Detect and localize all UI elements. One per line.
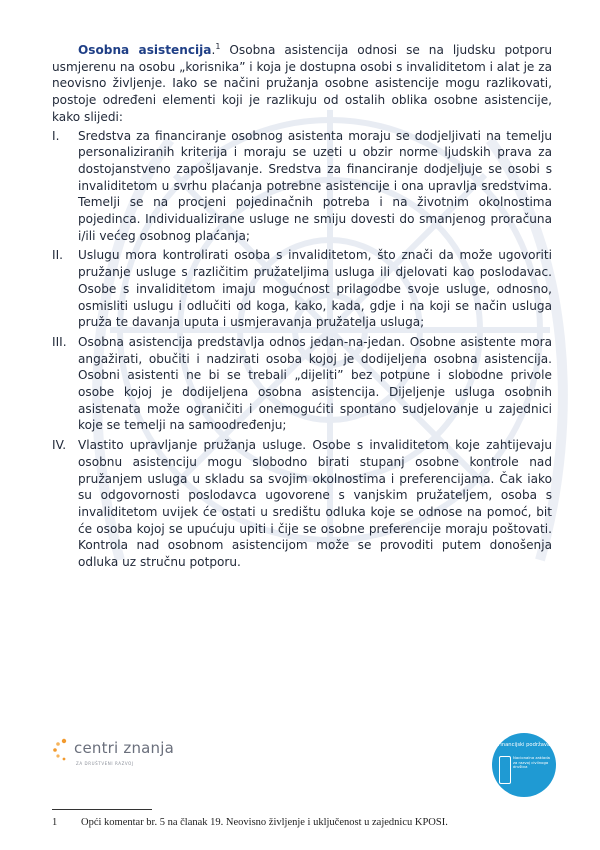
logo-name: centri znanja xyxy=(74,739,175,757)
logo-subtitle: ZA DRUŠTVENI RAZVOJ xyxy=(76,761,134,766)
item-text: Vlastito upravljanje pružanja usluge. Osobe s invaliditetom koje zahtijevaju osobnu asistenciju mogu slobodno birati stupanj osobne kontrole nad pružanjem usluga u skladu sa svojim okolnostima i preferencijama. Čak iako su odgovornosti poslodavca ugovorene s vanjskim pružateljem, osoba s invaliditetom uvijek će ostati u središtu odluka koje se odnose na pomoć, bit će osoba kojoj se upućuju upiti i čije se osobne preferencije moraju poštovati. Kontrola nad osobnom asistencijom može se provoditi putem donošenja odluka uz stručnu potporu. xyxy=(78,438,552,570)
page-content xyxy=(52,42,552,574)
list-item xyxy=(52,247,552,331)
item-text: Uslugu mora kontrolirati osoba s invaliditetom, što znači da može ugovoriti pružanje usluge s različitim pružateljima usluga ili djelovati kao poslodavac. Osobe s invaliditetom imaju mogućnost prilagodbe svoje usluge, odnosno, osmisliti uslugu i odlučiti od koga, kako, kada, gdje i na koji se način usluga pruža te davanja uputa i usmjeravanja pružatelja usluga; xyxy=(78,248,552,330)
footnote-ref[interactable]: 1 xyxy=(215,41,221,51)
funding-badge xyxy=(492,733,556,797)
footnote-number: 1 xyxy=(52,817,58,828)
term-punctuation: . xyxy=(211,43,216,57)
item-text: Osobna asistencija predstavlja odnos jedan-na-jedan. Osobne asistente mora angažirati, obučiti i nadzirati osoba kojoj je dodijeljena osobna asistencija. Osobni asistenti ne bi se trebali „dijeliti” bez potpune i slobodne privole osobe kojoj je dodijeljena osobna asistencija. Dijeljenje usluga osobnih asistenata može ograničiti i onemogućiti spontano sudjelovanje u zajednici koje se temelji na samoodređenju; xyxy=(78,334,552,433)
item-text: Sredstva za financiranje osobnog asistenta moraju se dodjeljivati na temelju personaliziranih kriterija i moraju se uzeti u obzir norme ljudskih prava za dostojanstveno zapošljavanje. Sredstva za financiranje dodjeljuje se osobi s invaliditetom u svrhu plaćanja potrebne asistencije i ona upravlja sredstvima. Temelji se na procjeni pojedinačnih potreba i na životnim okolnostima pojedinca. Individualizirane usluge ne smiju dovesti do smanjenog proračuna i/ili većeg osobnog plaćanja; xyxy=(78,128,552,243)
centri-znanja-logo xyxy=(52,737,192,775)
elements-list xyxy=(52,128,552,571)
footnote xyxy=(52,817,552,828)
footnote-divider xyxy=(52,809,152,810)
item-numeral: I. xyxy=(52,128,60,143)
item-numeral: II. xyxy=(52,248,63,263)
list-item xyxy=(52,334,552,434)
item-numeral: IV. xyxy=(52,438,67,453)
term-heading: Osobna asistencija xyxy=(78,43,212,57)
list-item xyxy=(52,437,552,571)
footnote-text: Opći komentar br. 5 na članak 19. Neovisno življenje i uključenost u zajednicu KPOSI. xyxy=(81,817,448,828)
badge-text: Nacionalna zaklada za razvoj civilnoga društva xyxy=(513,755,550,770)
item-numeral: III. xyxy=(52,334,67,349)
intro-text: Osobna asistencija odnosi se na ljudsku potporu usmjerenu na osobu „korisnika” i koja je dostupna osobi s invaliditetom i alat je za neovisno življenje. Iako se načini pružanja osobne asistencije mogu razlikovati, postoje određeni elementi koji je razlikuju od ostalih oblika osobne asistencije, kako slijedi: xyxy=(52,43,552,124)
badge-bracket-icon xyxy=(499,756,511,784)
list-item xyxy=(52,128,552,245)
intro-paragraph xyxy=(52,42,552,126)
logo-dots-icon xyxy=(52,737,72,763)
badge-title: Financijski podržava xyxy=(497,742,551,748)
